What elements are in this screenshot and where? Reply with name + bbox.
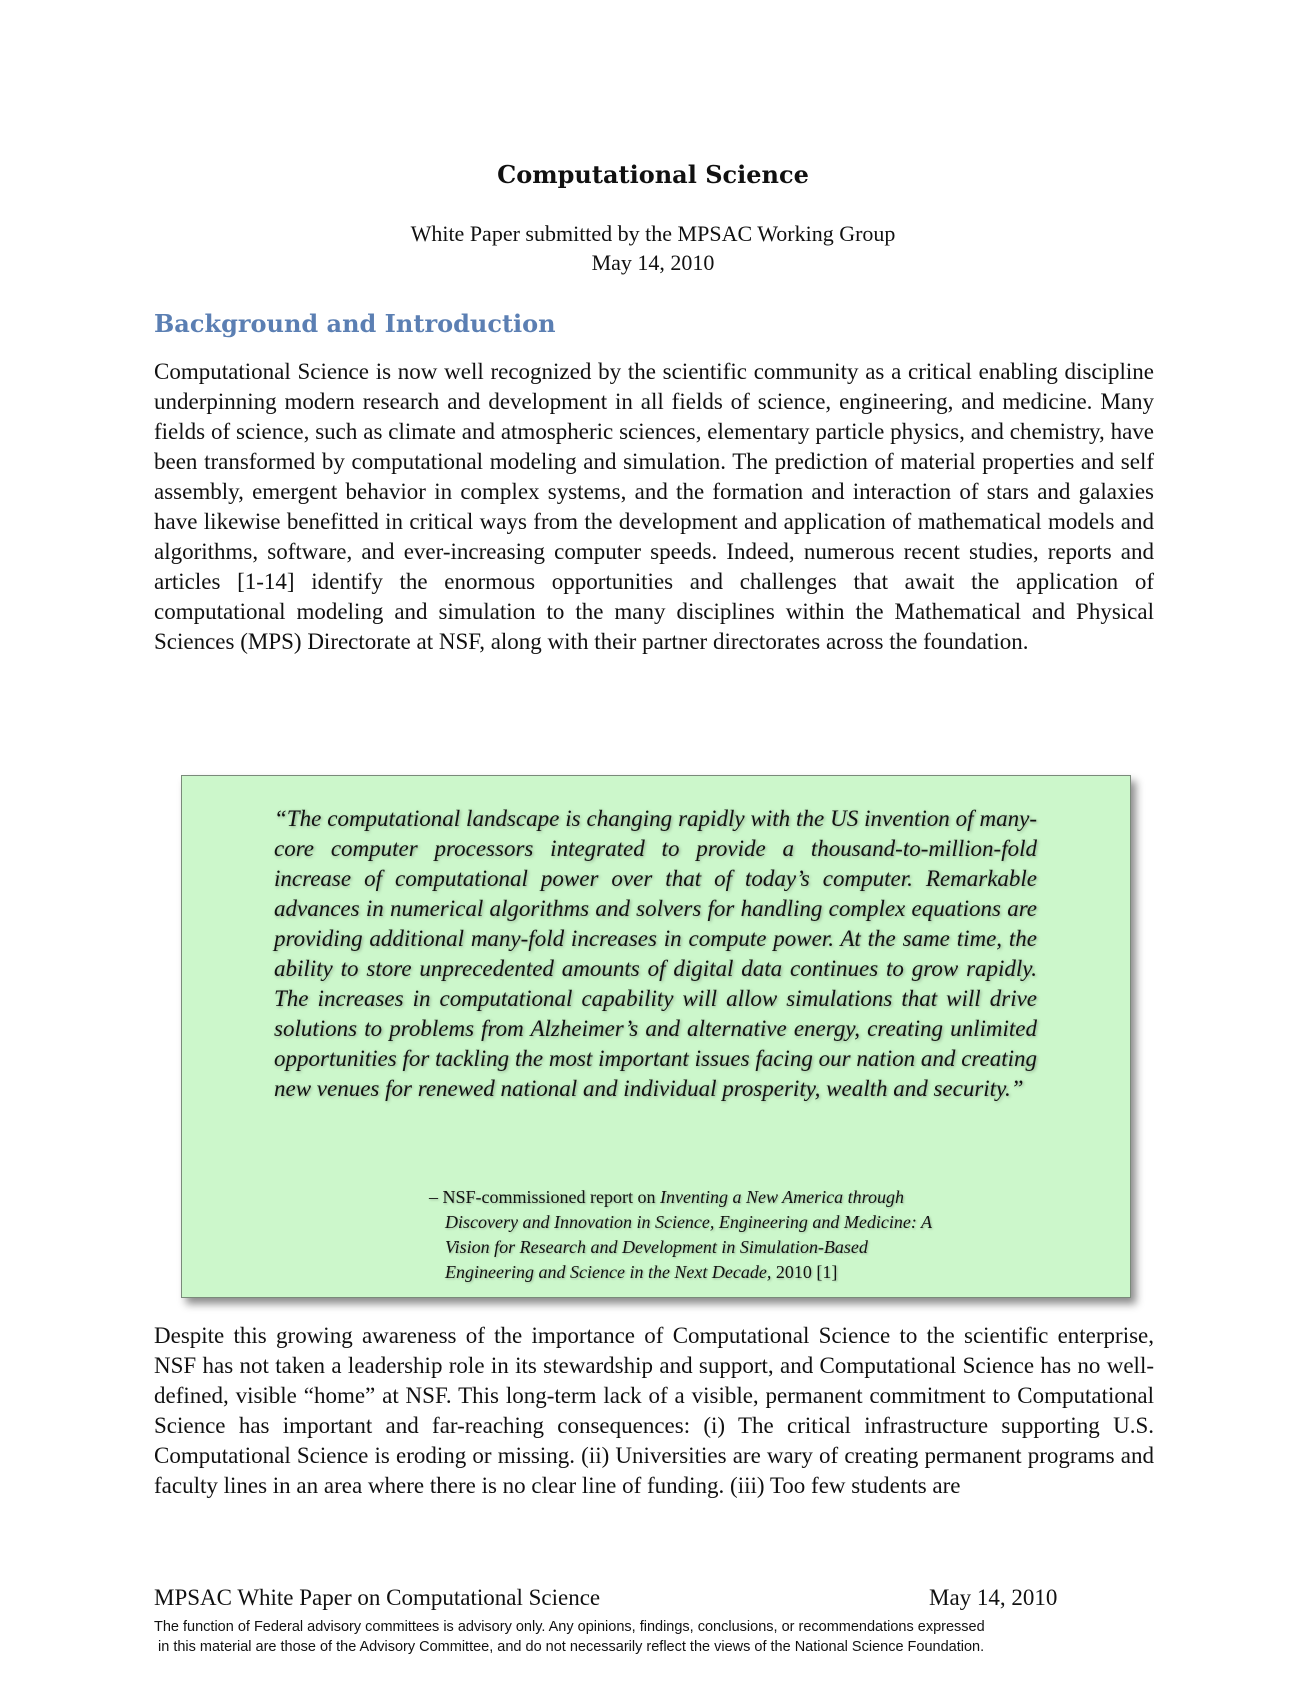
subtitle-submitted-by: White Paper submitted by the MPSAC Working Group — [410, 221, 896, 246]
attribution-title-line-4: Engineering and Science in the Next Decade, — [445, 1262, 772, 1282]
disclaimer-line-1: The function of Federal advisory committees is advisory only. Any opinions, findings, conclusions, or recommendations expressed — [154, 1619, 985, 1635]
attribution-line-3 — [429, 1235, 1029, 1260]
attribution-prefix: – NSF-commissioned report on — [429, 1187, 660, 1207]
disclaimer-line-2: in this material are those of the Advisory Committee, and do not necessarily reflect the views of the National Science Foundation. — [158, 1639, 985, 1655]
quote-attribution — [429, 1185, 1029, 1285]
section-heading: Background and Introduction — [154, 309, 556, 338]
page-title: Computational Science — [497, 160, 809, 189]
footer-date: May 14, 2010 — [929, 1585, 1058, 1610]
attribution-line-2 — [429, 1210, 1029, 1235]
attribution-title-line-2: Discovery and Innovation in Science, Engineering and Medicine: A — [445, 1212, 933, 1232]
subtitle-date: May 14, 2010 — [591, 250, 715, 275]
attribution-title-line-1: Inventing a New America through — [660, 1187, 904, 1207]
body-paragraph-2: Despite this growing awareness of the importance of Computational Science to the scientific enterprise, NSF has not taken a leadership role in its stewardship and support, and Computational Science has no well-defined, visible “home” at NSF. This long-term lack of a visible, permanent commitment to Computational Science has important and far-reaching consequences: (i) The critical infrastructure supporting U.S. Computational Science is eroding or missing. (ii) Universities are wary of creating permanent programs and faculty lines in an area where there is no clear line of funding. (iii) Too few students are — [154, 1323, 1154, 1498]
quote-box — [181, 775, 1131, 1298]
body-paragraph-1: Computational Science is now well recognized by the scientific community as a critical enabling discipline underpinning modern research and development in all fields of science, engineering, and medicine. Many fields of science, such as climate and atmospheric sciences, elementary particle physics, and chemistry, have been transformed by computational modeling and simulation. The prediction of material properties and self assembly, emergent behavior in complex systems, and the formation and interaction of stars and galaxies have likewise benefitted in critical ways from the development and application of mathematical models and algorithms, software, and ever-increasing computer speeds. Indeed, numerous recent studies, reports and articles [1-14] identify the enormous opportunities and challenges that await the application of computational modeling and simulation to the many disciplines within the Mathematical and Physical Sciences (MPS) Directorate at NSF, along with their partner directorates across the foundation. — [154, 359, 1154, 654]
footer-title: MPSAC White Paper on Computational Science — [154, 1585, 601, 1610]
quote-text: “The computational landscape is changing rapidly with the US invention of many-core computer processors integrated to provide a thousand-to-million-fold increase of computational power over that of today’s computer. Remarkable advances in numerical algorithms and solvers for handling complex equations are providing additional many-fold increases in compute power. At the same time, the ability to store unprecedented amounts of digital data continues to grow rapidly. The increases in computational capability will allow simulations that will drive solutions to problems from Alzheimer’s and alternative energy, creating unlimited opportunities for tackling the most important issues facing our nation and creating new venues for renewed national and individual prosperity, wealth and security.” — [274, 806, 1037, 1101]
attribution-title-line-3: Vision for Research and Development in Simulation-Based — [445, 1237, 868, 1257]
footer-disclaimer — [154, 1617, 1154, 1657]
attribution-line-1 — [429, 1185, 1029, 1210]
attribution-suffix: 2010 [1] — [771, 1262, 838, 1282]
attribution-line-4 — [429, 1260, 1029, 1285]
